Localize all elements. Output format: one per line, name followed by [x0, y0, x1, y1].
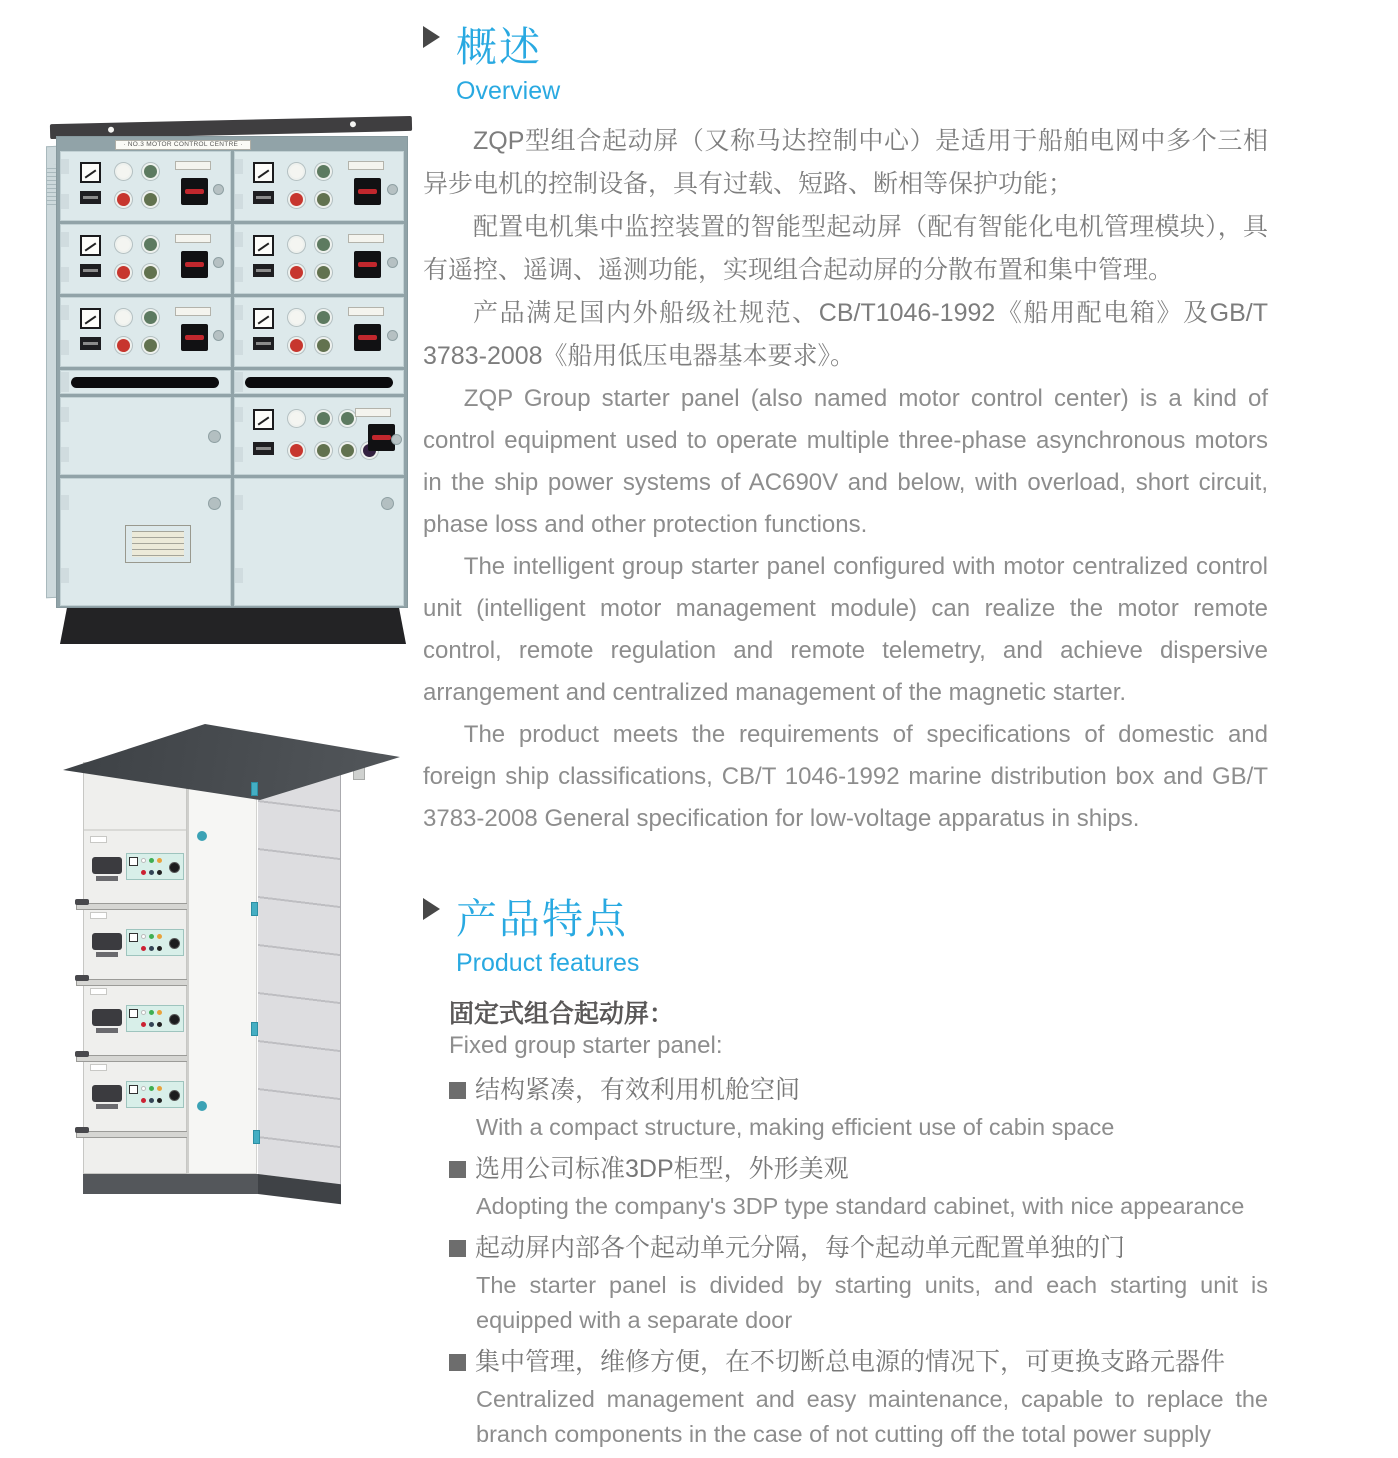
- feature-text-en: Centralized management and easy maintenance, capable to replace the branch components in the case of not cutting off the total power supply: [476, 1386, 1268, 1447]
- feature-text-cn: 结构紧凑，有效利用机舱空间: [475, 1076, 801, 1104]
- overview-paragraph-cn: 产品满足国内外船级社规范、CB/T1046-1992《船用配电箱》及GB/T 3783-2008《船用低压电器基本要求》。: [423, 299, 1268, 370]
- green-button-icon: [144, 266, 157, 279]
- white-pilot-light-icon: [141, 858, 146, 863]
- cabinet-side-panel: [258, 754, 341, 1184]
- feature-item-cn: [449, 1344, 1268, 1380]
- starter-unit-door: [60, 151, 231, 221]
- green-button-icon: [317, 266, 330, 279]
- door-lock-icon: [387, 184, 398, 195]
- feature-bullet-icon: [449, 1161, 466, 1178]
- door-handle: [71, 377, 219, 388]
- green-pilot-light-icon: [317, 165, 330, 178]
- red-button-icon: [141, 1022, 146, 1027]
- cabinet-plinth: [83, 1174, 258, 1194]
- unit-separator-ledge: [76, 1131, 194, 1138]
- unit-label-strip: [90, 1064, 107, 1071]
- ammeter-icon: [253, 235, 274, 256]
- starter-unit-door: [60, 297, 231, 367]
- feature-text-en: The starter panel is divided by starting units, and each starting unit is equipped with a separate door: [476, 1272, 1268, 1333]
- cabinet-plinth: [60, 608, 406, 644]
- unit-control-panel: [126, 853, 184, 880]
- red-button-icon: [141, 946, 146, 951]
- green-button-icon: [144, 193, 157, 206]
- feature-item-cn: [449, 1072, 1268, 1108]
- overview-paragraph-cn: ZQP型组合起动屏（又称马达控制中心）是适用于船舶电网中多个三相异步电机的控制设备，具有过载、短路、断相等保护功能；: [423, 127, 1268, 198]
- cabinet-body: [56, 136, 408, 608]
- relay-switch-icon: [80, 337, 101, 350]
- green-pilot-light-icon: [149, 858, 154, 863]
- feature-text-en: Adopting the company's 3DP type standard cabinet, with nice appearance: [476, 1193, 1245, 1219]
- ammeter-icon: [80, 308, 101, 329]
- rotary-switch-icon: [181, 324, 208, 351]
- red-button-icon: [290, 266, 303, 279]
- door-latch: [251, 782, 258, 796]
- ammeter-icon: [253, 409, 274, 430]
- white-pilot-light-icon: [290, 165, 303, 178]
- blue-button-icon: [149, 946, 154, 951]
- green-button-icon: [144, 339, 157, 352]
- starter-unit-column: [83, 762, 187, 1174]
- feature-text-cn: 集中管理，维修方便，在不切断总电源的情况下，可更换支路元器件: [475, 1348, 1226, 1376]
- white-pilot-light-icon: [117, 238, 130, 251]
- door-knob: [197, 1101, 207, 1111]
- red-button-icon: [117, 193, 130, 206]
- relay-switch-icon: [253, 337, 274, 350]
- green-pilot-light-icon: [144, 238, 157, 251]
- blank-door: [60, 478, 231, 606]
- label-strip: [348, 161, 384, 170]
- green-pilot-light-icon: [149, 934, 154, 939]
- breaker-handle-icon: [92, 1009, 122, 1026]
- orange-pilot-light-icon: [157, 1086, 162, 1091]
- orange-pilot-light-icon: [157, 858, 162, 863]
- red-button-icon: [117, 266, 130, 279]
- unit-control-panel: [126, 929, 184, 956]
- cabinet-photo-front: [38, 100, 426, 660]
- green-pilot-light-icon: [149, 1010, 154, 1015]
- starter-unit-door: [234, 151, 405, 221]
- label-strip: [355, 408, 391, 417]
- text-column: [423, 14, 1268, 1458]
- door-handle: [245, 377, 393, 388]
- ammeter-icon: [80, 235, 101, 256]
- black-button-icon: [157, 870, 162, 875]
- relay-switch-icon: [80, 264, 101, 277]
- blue-button-icon: [149, 1098, 154, 1103]
- handle-strip: [60, 370, 231, 394]
- breaker-handle-icon: [92, 1085, 122, 1102]
- green-pilot-light-icon: [144, 165, 157, 178]
- starter-unit-door: [234, 297, 405, 367]
- white-pilot-light-icon: [290, 412, 303, 425]
- ammeter-icon: [129, 857, 138, 866]
- black-button-icon: [157, 1022, 162, 1027]
- black-button-icon: [157, 946, 162, 951]
- green-button-icon: [317, 339, 330, 352]
- red-button-icon: [141, 870, 146, 875]
- blue-button-icon: [149, 1022, 154, 1027]
- white-pilot-light-icon: [290, 238, 303, 251]
- orange-pilot-light-icon: [157, 934, 162, 939]
- starter-unit: [84, 1059, 186, 1135]
- breaker-handle-icon: [92, 933, 122, 950]
- starter-unit-door: [234, 397, 405, 475]
- black-button-icon: [157, 1098, 162, 1103]
- cabinet-door-grid: [60, 151, 404, 606]
- rating-nameplate: [125, 525, 191, 563]
- white-pilot-light-icon: [141, 1010, 146, 1015]
- unit-label-strip: [90, 912, 107, 919]
- feature-subtitle-cn: 固定式组合起动屏：: [449, 1000, 675, 1028]
- door-lock-icon: [213, 330, 224, 341]
- rotary-switch-icon: [354, 251, 381, 278]
- feature-text-cn: 起动屏内部各个起动单元分隔，每个起动单元配置单独的门: [475, 1234, 1126, 1262]
- green-pilot-light-icon: [317, 412, 330, 425]
- green-pilot-light-icon: [149, 1086, 154, 1091]
- unit-label-strip: [90, 836, 107, 843]
- overview-paragraph-en: The product meets the requirements of specifications of domestic and foreign ship classifications, CB/T 1046-1992 marine distribution box and GB/T 3783-2008 General specification for low-voltage apparatus in ships.: [423, 721, 1268, 832]
- white-pilot-light-icon: [141, 1086, 146, 1091]
- overview-paragraph-en: ZQP Group starter panel (also named motor control center) is a kind of control equipment used to operate multiple three-phase asynchronous motors in the ship power systems of AC690V and below, with overload, short circuit, phase loss and other protection functions.: [423, 385, 1268, 538]
- green-pilot-light-icon: [317, 238, 330, 251]
- unit-control-panel: [126, 1005, 184, 1032]
- blue-button-icon: [149, 870, 154, 875]
- label-strip: [175, 307, 211, 316]
- green-pilot-light-icon: [341, 412, 354, 425]
- rotary-knob-icon: [169, 1090, 180, 1101]
- features-title-en: Product features: [456, 949, 640, 977]
- starter-unit: [84, 831, 186, 907]
- feature-item-cn: [449, 1230, 1268, 1266]
- cabinet-photo-3d: [55, 712, 435, 1232]
- door-lock-icon: [387, 257, 398, 268]
- door-lock-icon: [213, 257, 224, 268]
- unit-label-strip: [90, 988, 107, 995]
- overview-title-cn: 概述: [456, 24, 542, 70]
- red-button-icon: [117, 339, 130, 352]
- unit-control-panel: [126, 1081, 184, 1108]
- door-lock-icon: [391, 434, 402, 445]
- door-latch: [253, 1130, 260, 1144]
- ammeter-icon: [129, 1085, 138, 1094]
- red-button-icon: [290, 193, 303, 206]
- handle-strip: [234, 370, 405, 394]
- green-button-icon: [341, 444, 354, 457]
- label-strip: [175, 234, 211, 243]
- ammeter-icon: [253, 308, 274, 329]
- blank-door: [60, 397, 231, 475]
- overview-paragraph-en: The intelligent group starter panel configured with motor centralized control unit (intelligent motor management module) can realize the motor remote control, remote regulation and remote telemetry, and achieve dispersive arrangement and centralized management of the magnetic starter.: [423, 553, 1268, 706]
- feature-item-cn: [449, 1151, 1268, 1187]
- section-marker-icon: [423, 26, 440, 48]
- cabinet-nameplate-label: · NO.3 MOTOR CONTROL CENTRE ·: [115, 140, 251, 150]
- ammeter-icon: [129, 933, 138, 942]
- feature-subtitle-en: Fixed group starter panel:: [449, 1032, 723, 1059]
- green-button-icon: [317, 193, 330, 206]
- rotary-switch-icon: [181, 178, 208, 205]
- section-marker-icon: [423, 898, 440, 920]
- rotary-knob-icon: [169, 862, 180, 873]
- door-knob: [197, 831, 207, 841]
- label-strip: [348, 234, 384, 243]
- overview-title-en: Overview: [456, 77, 561, 105]
- green-pilot-light-icon: [317, 311, 330, 324]
- white-pilot-light-icon: [117, 165, 130, 178]
- relay-switch-icon: [253, 264, 274, 277]
- rotary-switch-icon: [181, 251, 208, 278]
- ammeter-icon: [80, 162, 101, 183]
- feature-list: [423, 994, 1268, 1452]
- section-product-features: [423, 886, 1268, 1452]
- overview-paragraph-cn: 配置电机集中监控装置的智能型起动屏（配有智能化电机管理模块），具有遥控、遥调、遥测功能，实现组合起动屏的分散布置和集中管理。: [423, 213, 1268, 284]
- white-pilot-light-icon: [117, 311, 130, 324]
- ammeter-icon: [129, 1009, 138, 1018]
- relay-switch-icon: [253, 191, 274, 204]
- relay-switch-icon: [80, 191, 101, 204]
- green-button-icon: [317, 444, 330, 457]
- green-pilot-light-icon: [144, 311, 157, 324]
- feature-text-en: With a compact structure, making efficient use of cabin space: [476, 1114, 1115, 1140]
- feature-bullet-icon: [449, 1082, 466, 1099]
- rotary-knob-icon: [169, 938, 180, 949]
- starter-unit: [84, 907, 186, 983]
- section-overview: [423, 14, 1268, 840]
- relay-switch-icon: [253, 442, 274, 455]
- starter-unit: [84, 983, 186, 1059]
- label-strip: [348, 307, 384, 316]
- red-button-icon: [290, 339, 303, 352]
- blank-door: [234, 478, 405, 606]
- rotary-knob-icon: [169, 1014, 180, 1025]
- white-pilot-light-icon: [290, 311, 303, 324]
- cabinet-right-door: [187, 758, 257, 1174]
- ammeter-icon: [253, 162, 274, 183]
- red-button-icon: [290, 444, 303, 457]
- orange-pilot-light-icon: [157, 1010, 162, 1015]
- door-latch: [251, 1022, 258, 1036]
- features-title-cn: 产品特点: [456, 896, 628, 942]
- rotary-switch-icon: [354, 178, 381, 205]
- red-button-icon: [141, 1098, 146, 1103]
- feature-text-cn: 选用公司标准3DP柜型，外形美观: [475, 1155, 849, 1183]
- label-strip: [175, 161, 211, 170]
- starter-unit-door: [60, 224, 231, 294]
- feature-bullet-icon: [449, 1240, 466, 1257]
- door-lock-icon: [387, 330, 398, 341]
- door-latch: [251, 902, 258, 916]
- feature-bullet-icon: [449, 1354, 466, 1371]
- breaker-handle-icon: [92, 857, 122, 874]
- door-lock-icon: [213, 184, 224, 195]
- white-pilot-light-icon: [141, 934, 146, 939]
- rotary-switch-icon: [354, 324, 381, 351]
- starter-unit-door: [234, 224, 405, 294]
